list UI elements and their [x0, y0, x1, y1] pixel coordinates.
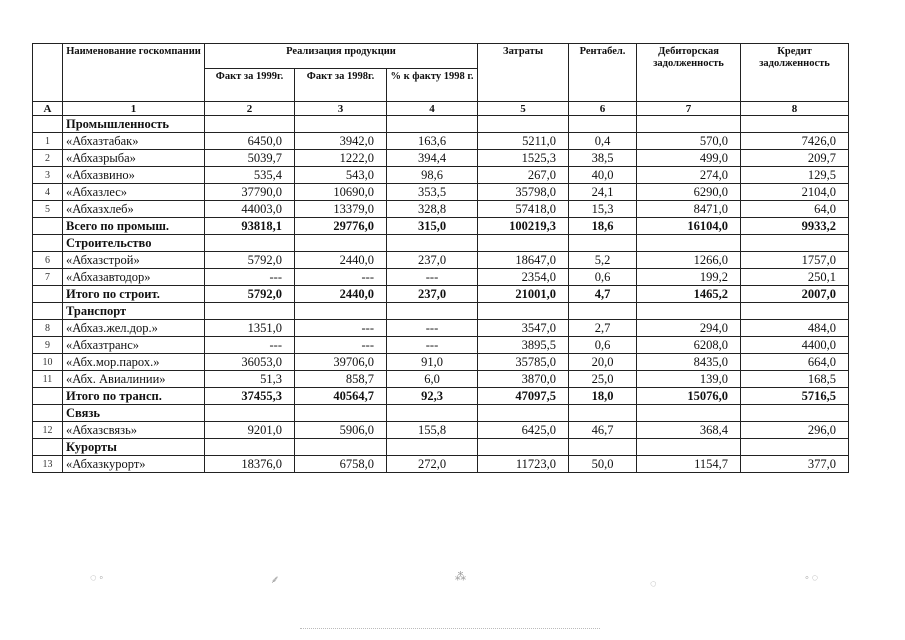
- receivables-cell: 570,0: [637, 133, 741, 150]
- fact-1999-cell: 18376,0: [205, 456, 295, 473]
- credit-cell: 7426,0: [741, 133, 849, 150]
- receivables-cell: 139,0: [637, 371, 741, 388]
- percent-of-1998-cell: 6,0: [387, 371, 478, 388]
- percent-of-1998-cell: 155,8: [387, 422, 478, 439]
- fact-1999-cell: 535,4: [205, 167, 295, 184]
- empty-cell: [295, 235, 387, 252]
- fact-1999-cell: 44003,0: [205, 201, 295, 218]
- company-row: [33, 201, 849, 218]
- credit-cell: 1757,0: [741, 252, 849, 269]
- percent-of-1998-cell: 163,6: [387, 133, 478, 150]
- fact-1998-cell: 29776,0: [295, 218, 387, 235]
- empty-cell: [569, 405, 637, 422]
- costs-cell: 35785,0: [478, 354, 569, 371]
- empty-cell: [569, 303, 637, 320]
- fact-1999-cell: 5039,7: [205, 150, 295, 167]
- credit-cell: 64,0: [741, 201, 849, 218]
- header-name: Наименование госкомпании: [63, 44, 205, 102]
- percent-of-1998-cell: 315,0: [387, 218, 478, 235]
- empty-cell: [387, 405, 478, 422]
- fact-1998-cell: 40564,7: [295, 388, 387, 405]
- profitability-cell: 18,0: [569, 388, 637, 405]
- section-row: [33, 116, 849, 133]
- costs-cell: 267,0: [478, 167, 569, 184]
- credit-cell: 209,7: [741, 150, 849, 167]
- fact-1999-cell: ---: [205, 337, 295, 354]
- company-row: [33, 150, 849, 167]
- empty-cell: [478, 235, 569, 252]
- empty-cell: [478, 116, 569, 133]
- empty-cell: [637, 116, 741, 133]
- total-label: Итого по трансп.: [63, 388, 205, 405]
- row-number: 4: [33, 184, 63, 201]
- fact-1999-cell: 36053,0: [205, 354, 295, 371]
- section-row: [33, 439, 849, 456]
- costs-cell: 100219,3: [478, 218, 569, 235]
- company-row: [33, 184, 849, 201]
- company-name: «Абхазвино»: [63, 167, 205, 184]
- company-row: [33, 133, 849, 150]
- company-row: [33, 337, 849, 354]
- empty-cell: [741, 235, 849, 252]
- col-index: А: [33, 102, 63, 116]
- pencil-mark: ⸙: [270, 574, 279, 586]
- row-number: 10: [33, 354, 63, 371]
- empty-cell: [637, 439, 741, 456]
- fact-1998-cell: 2440,0: [295, 252, 387, 269]
- header-fact-1998: Факт за 1998г.: [295, 69, 387, 102]
- empty-cell: [295, 439, 387, 456]
- section-title: Строительство: [63, 235, 205, 252]
- col-index: 1: [63, 102, 205, 116]
- row-number: [33, 235, 63, 252]
- col-index: 2: [205, 102, 295, 116]
- total-row: [33, 388, 849, 405]
- empty-cell: [295, 405, 387, 422]
- percent-of-1998-cell: 98,6: [387, 167, 478, 184]
- profitability-cell: 38,5: [569, 150, 637, 167]
- profitability-cell: 18,6: [569, 218, 637, 235]
- col-index: 7: [637, 102, 741, 116]
- fact-1999-cell: 37455,3: [205, 388, 295, 405]
- empty-cell: [637, 235, 741, 252]
- profitability-cell: 0,6: [569, 269, 637, 286]
- row-number: 12: [33, 422, 63, 439]
- fact-1998-cell: 39706,0: [295, 354, 387, 371]
- column-index-row: [33, 102, 849, 116]
- company-name: «Абхазтранс»: [63, 337, 205, 354]
- total-label: Всего по промыш.: [63, 218, 205, 235]
- profitability-cell: 15,3: [569, 201, 637, 218]
- company-name: «Абхазлес»: [63, 184, 205, 201]
- fact-1999-cell: 93818,1: [205, 218, 295, 235]
- state-companies-table: [32, 43, 849, 473]
- header-costs: Затраты: [478, 44, 569, 102]
- percent-of-1998-cell: 328,8: [387, 201, 478, 218]
- company-row: [33, 167, 849, 184]
- header-blank: [33, 44, 63, 102]
- percent-of-1998-cell: 237,0: [387, 252, 478, 269]
- fact-1999-cell: 6450,0: [205, 133, 295, 150]
- col-index: 3: [295, 102, 387, 116]
- receivables-cell: 499,0: [637, 150, 741, 167]
- header-realization: Реализация продукции: [205, 44, 478, 69]
- receivables-cell: 15076,0: [637, 388, 741, 405]
- empty-cell: [478, 303, 569, 320]
- row-number: 2: [33, 150, 63, 167]
- empty-cell: [387, 235, 478, 252]
- credit-cell: 168,5: [741, 371, 849, 388]
- row-number: 5: [33, 201, 63, 218]
- pencil-mark: ◌: [650, 578, 657, 590]
- fact-1998-cell: 858,7: [295, 371, 387, 388]
- fact-1998-cell: ---: [295, 320, 387, 337]
- costs-cell: 3895,5: [478, 337, 569, 354]
- row-number: 9: [33, 337, 63, 354]
- row-number: [33, 116, 63, 133]
- row-number: [33, 303, 63, 320]
- credit-cell: 664,0: [741, 354, 849, 371]
- profitability-cell: 50,0: [569, 456, 637, 473]
- section-title: Связь: [63, 405, 205, 422]
- header-row-1: [33, 44, 849, 69]
- percent-of-1998-cell: ---: [387, 320, 478, 337]
- row-number: [33, 439, 63, 456]
- pencil-mark: ⁂: [455, 571, 466, 583]
- profitability-cell: 0,6: [569, 337, 637, 354]
- empty-cell: [205, 235, 295, 252]
- percent-of-1998-cell: 237,0: [387, 286, 478, 303]
- empty-cell: [741, 116, 849, 133]
- company-row: [33, 371, 849, 388]
- empty-cell: [478, 439, 569, 456]
- company-row: [33, 252, 849, 269]
- empty-cell: [387, 303, 478, 320]
- fact-1999-cell: 5792,0: [205, 252, 295, 269]
- empty-cell: [569, 235, 637, 252]
- fact-1998-cell: 6758,0: [295, 456, 387, 473]
- fact-1998-cell: ---: [295, 337, 387, 354]
- costs-cell: 57418,0: [478, 201, 569, 218]
- header-percent: % к факту 1998 г.: [387, 69, 478, 102]
- section-title: Курорты: [63, 439, 205, 456]
- company-row: [33, 456, 849, 473]
- empty-cell: [295, 303, 387, 320]
- total-row: [33, 286, 849, 303]
- col-index: 8: [741, 102, 849, 116]
- fact-1998-cell: 543,0: [295, 167, 387, 184]
- empty-cell: [295, 116, 387, 133]
- fact-1998-cell: 5906,0: [295, 422, 387, 439]
- empty-cell: [741, 405, 849, 422]
- percent-of-1998-cell: 92,3: [387, 388, 478, 405]
- fact-1999-cell: 5792,0: [205, 286, 295, 303]
- company-name: «Абхазтабак»: [63, 133, 205, 150]
- pencil-mark: ◌ ◦: [90, 572, 104, 584]
- profitability-cell: 0,4: [569, 133, 637, 150]
- profitability-cell: 24,1: [569, 184, 637, 201]
- costs-cell: 5211,0: [478, 133, 569, 150]
- header-profitability: Рентабел.: [569, 44, 637, 102]
- company-row: [33, 320, 849, 337]
- company-name: «Абхазстрой»: [63, 252, 205, 269]
- fact-1999-cell: ---: [205, 269, 295, 286]
- row-number: 11: [33, 371, 63, 388]
- credit-cell: 5716,5: [741, 388, 849, 405]
- percent-of-1998-cell: 394,4: [387, 150, 478, 167]
- section-title: Транспорт: [63, 303, 205, 320]
- receivables-cell: 199,2: [637, 269, 741, 286]
- empty-cell: [205, 116, 295, 133]
- total-label: Итого по строит.: [63, 286, 205, 303]
- company-row: [33, 422, 849, 439]
- profitability-cell: 2,7: [569, 320, 637, 337]
- row-number: 1: [33, 133, 63, 150]
- credit-cell: 2104,0: [741, 184, 849, 201]
- fact-1999-cell: 1351,0: [205, 320, 295, 337]
- header-fact-1999: Факт за 1999г.: [205, 69, 295, 102]
- receivables-cell: 1154,7: [637, 456, 741, 473]
- row-number: [33, 218, 63, 235]
- empty-cell: [569, 116, 637, 133]
- percent-of-1998-cell: ---: [387, 269, 478, 286]
- empty-cell: [478, 405, 569, 422]
- section-title: Промышленность: [63, 116, 205, 133]
- row-number: 3: [33, 167, 63, 184]
- profitability-cell: 46,7: [569, 422, 637, 439]
- company-row: [33, 269, 849, 286]
- fact-1998-cell: 2440,0: [295, 286, 387, 303]
- pencil-mark: ◦ ◌: [805, 572, 819, 584]
- receivables-cell: 16104,0: [637, 218, 741, 235]
- costs-cell: 2354,0: [478, 269, 569, 286]
- profitability-cell: 4,7: [569, 286, 637, 303]
- row-number: [33, 405, 63, 422]
- profitability-cell: 40,0: [569, 167, 637, 184]
- costs-cell: 3547,0: [478, 320, 569, 337]
- company-name: «Абхазсвязь»: [63, 422, 205, 439]
- receivables-cell: 368,4: [637, 422, 741, 439]
- company-row: [33, 354, 849, 371]
- company-name: «Абхазрыба»: [63, 150, 205, 167]
- percent-of-1998-cell: 353,5: [387, 184, 478, 201]
- profitability-cell: 5,2: [569, 252, 637, 269]
- col-index: 4: [387, 102, 478, 116]
- credit-cell: 250,1: [741, 269, 849, 286]
- fact-1998-cell: 3942,0: [295, 133, 387, 150]
- row-number: 8: [33, 320, 63, 337]
- costs-cell: 21001,0: [478, 286, 569, 303]
- profitability-cell: 20,0: [569, 354, 637, 371]
- receivables-cell: 1465,2: [637, 286, 741, 303]
- fact-1998-cell: 10690,0: [295, 184, 387, 201]
- header-receivables: Дебиторская задолженность: [637, 44, 741, 102]
- section-row: [33, 235, 849, 252]
- company-name: «Абхаз.жел.дор.»: [63, 320, 205, 337]
- total-row: [33, 218, 849, 235]
- row-number: [33, 286, 63, 303]
- credit-cell: 484,0: [741, 320, 849, 337]
- costs-cell: 47097,5: [478, 388, 569, 405]
- company-name: «Абх.мор.парох.»: [63, 354, 205, 371]
- fact-1999-cell: 37790,0: [205, 184, 295, 201]
- empty-cell: [569, 439, 637, 456]
- company-name: «Абхазавтодор»: [63, 269, 205, 286]
- table-body: [33, 116, 849, 473]
- receivables-cell: 6290,0: [637, 184, 741, 201]
- empty-cell: [741, 439, 849, 456]
- credit-cell: 377,0: [741, 456, 849, 473]
- section-row: [33, 303, 849, 320]
- costs-cell: 1525,3: [478, 150, 569, 167]
- percent-of-1998-cell: 91,0: [387, 354, 478, 371]
- costs-cell: 18647,0: [478, 252, 569, 269]
- row-number: [33, 388, 63, 405]
- empty-cell: [205, 439, 295, 456]
- fact-1998-cell: ---: [295, 269, 387, 286]
- company-name: «Абхазхлеб»: [63, 201, 205, 218]
- empty-cell: [205, 303, 295, 320]
- scan-artifact-line: [300, 628, 600, 629]
- empty-cell: [637, 405, 741, 422]
- receivables-cell: 6208,0: [637, 337, 741, 354]
- empty-cell: [205, 405, 295, 422]
- fact-1998-cell: 13379,0: [295, 201, 387, 218]
- receivables-cell: 8471,0: [637, 201, 741, 218]
- empty-cell: [637, 303, 741, 320]
- profitability-cell: 25,0: [569, 371, 637, 388]
- costs-cell: 11723,0: [478, 456, 569, 473]
- receivables-cell: 1266,0: [637, 252, 741, 269]
- costs-cell: 35798,0: [478, 184, 569, 201]
- company-name: «Абхазкурорт»: [63, 456, 205, 473]
- credit-cell: 2007,0: [741, 286, 849, 303]
- receivables-cell: 294,0: [637, 320, 741, 337]
- header-credit: Кредит задолженность: [741, 44, 849, 102]
- credit-cell: 4400,0: [741, 337, 849, 354]
- col-index: 6: [569, 102, 637, 116]
- col-index: 5: [478, 102, 569, 116]
- credit-cell: 296,0: [741, 422, 849, 439]
- costs-cell: 6425,0: [478, 422, 569, 439]
- row-number: 6: [33, 252, 63, 269]
- credit-cell: 129,5: [741, 167, 849, 184]
- empty-cell: [741, 303, 849, 320]
- receivables-cell: 8435,0: [637, 354, 741, 371]
- empty-cell: [387, 116, 478, 133]
- costs-cell: 3870,0: [478, 371, 569, 388]
- receivables-cell: 274,0: [637, 167, 741, 184]
- fact-1999-cell: 9201,0: [205, 422, 295, 439]
- row-number: 13: [33, 456, 63, 473]
- company-name: «Абх. Авиалинии»: [63, 371, 205, 388]
- section-row: [33, 405, 849, 422]
- percent-of-1998-cell: ---: [387, 337, 478, 354]
- percent-of-1998-cell: 272,0: [387, 456, 478, 473]
- fact-1998-cell: 1222,0: [295, 150, 387, 167]
- row-number: 7: [33, 269, 63, 286]
- fact-1999-cell: 51,3: [205, 371, 295, 388]
- credit-cell: 9933,2: [741, 218, 849, 235]
- empty-cell: [387, 439, 478, 456]
